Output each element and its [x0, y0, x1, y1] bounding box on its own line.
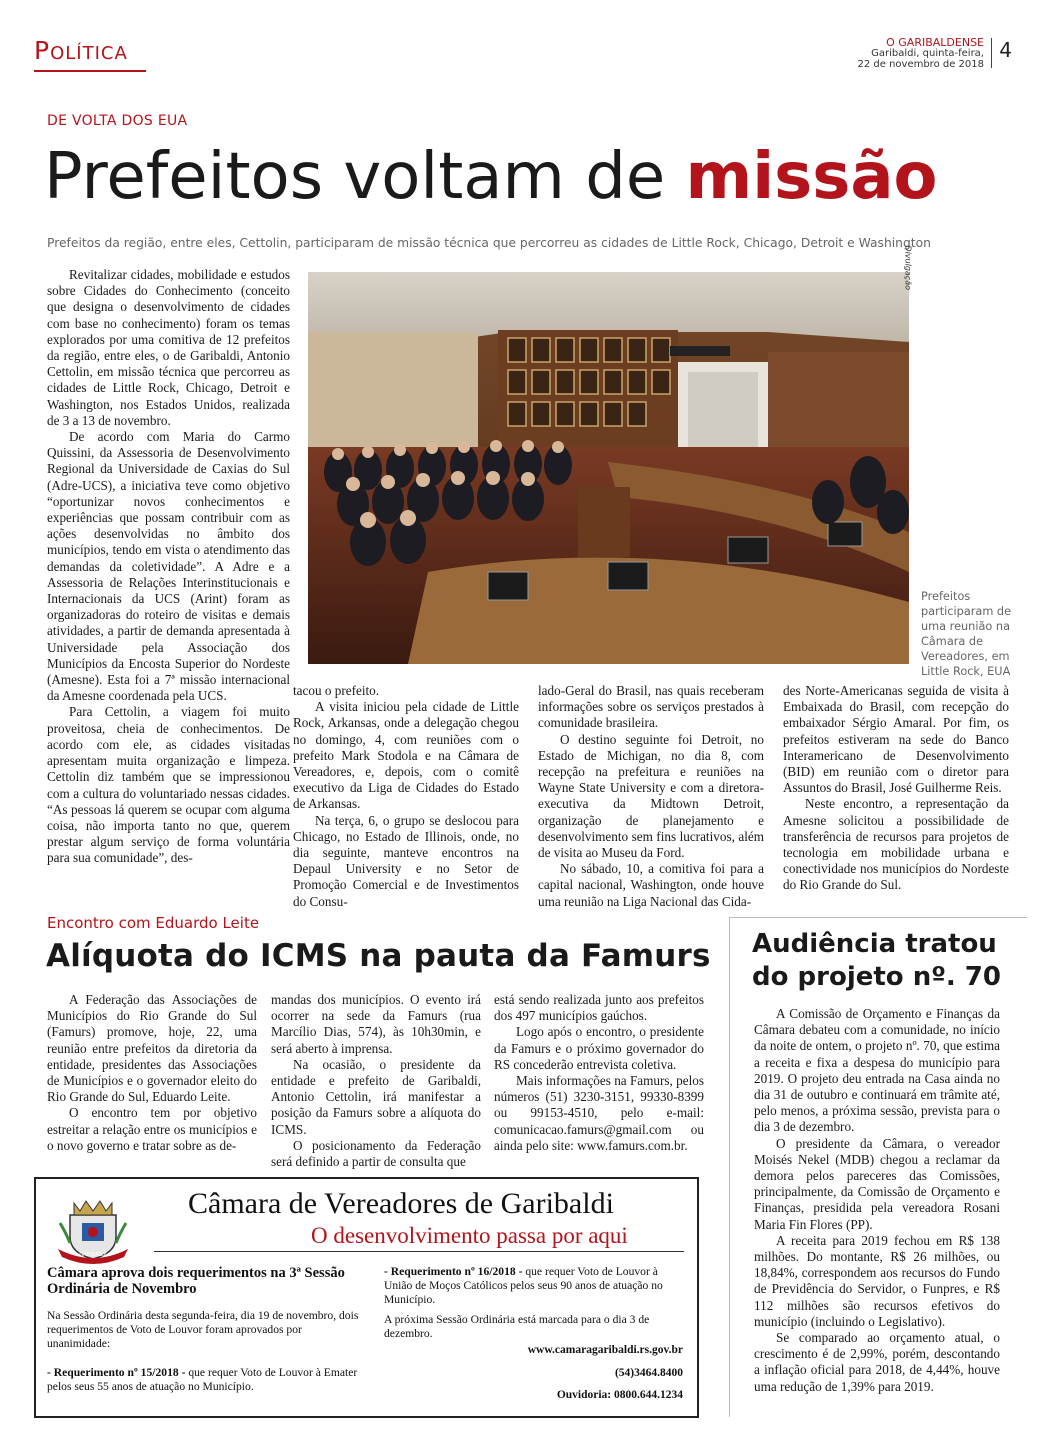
famurs-col3-p2: Logo após o encontro, o presidente da Famurs e o próximo governador do RS concederão entrevista coletiva. [494, 1024, 704, 1072]
main-col-4 [783, 683, 1009, 898]
dateline: Garibaldi, quinta-feira, [871, 48, 984, 59]
photo-credit-outside [906, 272, 920, 332]
headline-part1: Prefeitos voltam de [44, 140, 686, 214]
req2-text: que requer Voto de Louvor à União de Moços Católicos pelos seus 90 anos de atuação no Município. [384, 1265, 663, 1306]
audiencia-p1: A Comissão de Orçamento e Finanças da Câmara debateu com a comunidade, no início da noite de ontem, o projeto nº. 70, que estima a receita e fixa a despesa do município para 2019. O projeto deu entrada na Casa ainda no dia 31 de outubro e continuará em trâmite até, pelo menos, a próxima sessão, prevista para o dia 3 de dezembro. [754, 1006, 1000, 1135]
main-col4-p2: Neste encontro, a representação da Amesne solicitou a possibilidade de transferência de recursos para projetos de tecnologia em mobilidade urbana e conectividade nos municípios do Nordeste do Rio Grande do Sul. [783, 796, 1009, 893]
famurs-col3-p3: Mais informações na Famurs, pelos números (51) 3230-3151, 99330-8399 ou 99153-4510, pelo e-mail: comunicacao.famurs@gmail.com ou ainda pelo site: www.famurs.com.br. [494, 1073, 704, 1153]
camara-title: Câmara de Vereadores de Garibaldi [188, 1187, 614, 1220]
headline-part2: missão [685, 140, 938, 214]
famurs-col2-p3: O posicionamento da Federação será definido a partir de consulta que [271, 1137, 481, 1170]
famurs-kicker: Encontro com Eduardo Leite [47, 914, 260, 932]
page-divider [991, 38, 993, 68]
camara-next-session: A próxima Sessão Ordinária está marcada para o dia 3 de dezembro. [384, 1313, 650, 1340]
main-headline [44, 136, 1004, 218]
camara-slogan: O desenvolvimento passa por aqui [311, 1223, 628, 1248]
audiencia-p2: O presidente da Câmara, o vereador Moisés Nekel (MDB) chegou a reclamar da demora pelos pareceres das Comissões, principalmente, da Comissão de Orçamento e Finanças, presidida pela vereadora Rosani Maria Fin Flores (PP). [754, 1135, 1000, 1232]
famurs-col-3 [494, 992, 704, 1157]
main-col3-p1: lado-Geral do Brasil, nas quais receberam informações sobre os serviços prestados à comunidade brasileira. [538, 683, 764, 731]
famurs-col1-p2: O encontro tem por objetivo estreitar a relação entre os municípios e o novo governo e tratar sobre as de- [47, 1105, 257, 1153]
main-col3-p3: No sábado, 10, a comitiva foi para a capital nacional, Washington, onde houve uma reunião na Liga Nacional das Cida- [538, 861, 764, 909]
main-col2-p2: A visita iniciou pela cidade de Little Rock, Arkansas, onde a delegação chegou no domingo, 4, com reuniões com o prefeito Mark Stodola e na Câmara de Vereadores, e, depois, com o comitê executivo da Liga de Cidades do Estado de Arkansas. [293, 699, 519, 812]
camara-intro: Na Sessão Ordinária desta segunda-feira, dia 19 de novembro, dois requerimentos de Voto de Louvor foram aprovados por unanimidade: [47, 1309, 359, 1350]
main-kicker: DE VOLTA DOS EUA [47, 113, 188, 129]
camara-ouvidoria: Ouvidoria: 0800.644.1234 [556, 1389, 683, 1401]
famurs-headline: Alíquota do ICMS na pauta da Famurs [46, 938, 711, 974]
header-date: 22 de novembro de 2018 [857, 59, 984, 70]
req1-label: - Requerimento nº 15/2018 - [47, 1366, 186, 1379]
famurs-col1-p1: A Federação das Associações de Municípios do Rio Grande do Sul (Famurs) promove, hoje, 22, uma reunião entre prefeitos da diretoria da entidade, presidentes das Associações de Municípios e o governador eleito do Rio Grande do Sul, Eduardo Leite. [47, 992, 257, 1105]
main-col1-p2: De acordo com Maria do Carmo Quissini, da Assessoria de Desenvolvimento Regional da Universidade de Caxias do Sul (Adre-UCS), a iniciativa teve como objetivo “oportunizar novos conhecimentos e experiências que possam contribuir com as ações desenvolvidas no âmbito dos municípios, tendo em vista o atendimento das demandas da coletividade”. A Adre e a Assessoria de Relações Interinstitucionais e Internacionais da UCS (Arint) foram as organizadoras do roteiro de visitas e demais atividades, a partir de demanda apresentada à Universidade pela Associação dos Municípios da Encosta Superior do Nordeste (Amesne). Esta foi a 7ª missão internacional da Amesne coordenada pela UCS. [47, 429, 290, 704]
paper-name: O GARIBALDENSE [886, 36, 984, 49]
camara-rule [154, 1251, 684, 1252]
section-underline [34, 70, 146, 72]
page-number: 4 [999, 38, 1012, 62]
main-col2-p3: Na terça, 6, o grupo se deslocou para Chicago, no Estado de Illinois, onde, no dia seguinte, manteve encontros na Depaul University e no Setor de Promoção Comercial e de Investimentos do Consu- [293, 812, 519, 909]
famurs-col3-p1: está sendo realizada junto aos prefeitos dos 497 municípios gaúchos. [494, 992, 704, 1024]
main-col4-p1: des Norte-Americanas seguida de visita à Embaixada do Brasil, com recepção do embaixador Sérgio Amaral. Por fim, os prefeitos estiveram na sede do Banco Interamericano de Desenvolvimento (BID) em reunião com o diretor para Assuntos do Brasil, José Guilherme Reis. [783, 683, 1009, 796]
camara-website[interactable]: www.camaragaribaldi.rs.gov.br [527, 1344, 683, 1356]
famurs-col2-p1: mandas dos municípios. O evento irá ocorrer na sede da Famurs (rua Marcílio Dias, 574), às 10h30min, e será aberto à imprensa. [271, 992, 481, 1056]
photo-credit: Divulgação [904, 245, 913, 290]
camara-crest [56, 1193, 130, 1267]
famurs-col-2 [271, 992, 481, 1170]
photo-caption: Prefeitos participaram de uma reunião na Câmara de Vereadores, em Little Rock, EUA [921, 590, 1012, 678]
crest-label: GARIBALDI [79, 1252, 107, 1258]
section-title: Política [34, 36, 128, 65]
audiencia-p3: A receita para 2019 fechou em R$ 138 milhões. Do montante, R$ 26 milhões, ou 18,84%, correspondem aos recursos do Fundo de Previdência do Servidor, o Funpres, e R$ 112 milhões são recursos efetivos do município (incluindo o Legislativo). [754, 1232, 1000, 1329]
photo-illustration [308, 272, 909, 664]
camara-ad [34, 1177, 699, 1418]
main-col1-p1: Revitalizar cidades, mobilidade e estudos sobre Cidades do Conhecimento (conceito que designa o desenvolvimento de cidades com base no conhecimento) foram os temas explorados por uma comitiva de 12 prefeitos da região, entre eles, o de Garibaldi, Antonio Cettolin, em missão técnica que percorreu as cidades de Little Rock, Chicago, Detroit e Washington, nos Estados Unidos, realizada de 3 a 13 de novembro. [47, 267, 290, 428]
camara-phone: (54)3464.8400 [614, 1367, 683, 1379]
main-deck: Prefeitos da região, entre eles, Cettolin, participaram de missão técnica que percorreu as cidades de Little Rock, Chicago, Detroit e Washington [47, 236, 931, 250]
famurs-col-1 [47, 992, 257, 1157]
main-col-1 [47, 267, 290, 897]
main-col1-p3: Para Cettolin, a viagem foi muito proveitosa, cheia de conhecimentos. De acordo com ele, as cidades visitadas apresentam muita organização e limpeza. Cettolin diz também que se impressionou com a cultura do voluntariado nessas cidades. “As pessoas lá querem se ocupar com alguma coisa, não importa tanto no que, querem prestar algum serviço de forma voluntária para sua comunidade”, des- [47, 704, 290, 866]
main-col-3 [538, 683, 764, 909]
req2-label: - Requerimento nº 16/2018 - [384, 1265, 523, 1278]
section-header [34, 36, 1024, 76]
audiencia-box [729, 917, 1027, 1417]
camara-subhead: Câmara aprova dois requerimentos na 3ª Sessão Ordinária de Novembro [47, 1265, 345, 1297]
main-col-2 [293, 683, 519, 909]
main-col3-p2: O destino seguinte foi Detroit, no Estado de Michigan, no dia 8, com recepção na prefeitura e reuniões na Wayne State University e com a diretora-executiva da Midtown Detroit, organização de planejamento e desenvolvimento sem fins lucrativos, além de visita ao Museu da Ford. [538, 731, 764, 861]
famurs-col2-p2: Na ocasião, o presidente da entidade e prefeito de Garibaldi, Antonio Cettolin, irá manifestar a posição da Famurs sobre a alíquota do ICMS. [271, 1056, 481, 1137]
audiencia-body [754, 1006, 1000, 1412]
camara-req2 [384, 1265, 686, 1307]
main-col2-p1: tacou o prefeito. [293, 683, 380, 698]
audiencia-p4: Se comparado ao orçamento atual, o crescimento é de 2,99%, porém, descontando a inflação oficial para 2018, de 4,44%, houve uma redução de 1,39% para 2019. [754, 1330, 1000, 1394]
req1-text: que requer Voto de Louvor à Emater pelos seus 55 anos de atuação no Município. [47, 1366, 358, 1393]
audiencia-headline: Audiência tratou do projeto nº. 70 [752, 929, 1001, 992]
camara-req1 [47, 1366, 367, 1394]
meeting-photo [308, 245, 913, 664]
